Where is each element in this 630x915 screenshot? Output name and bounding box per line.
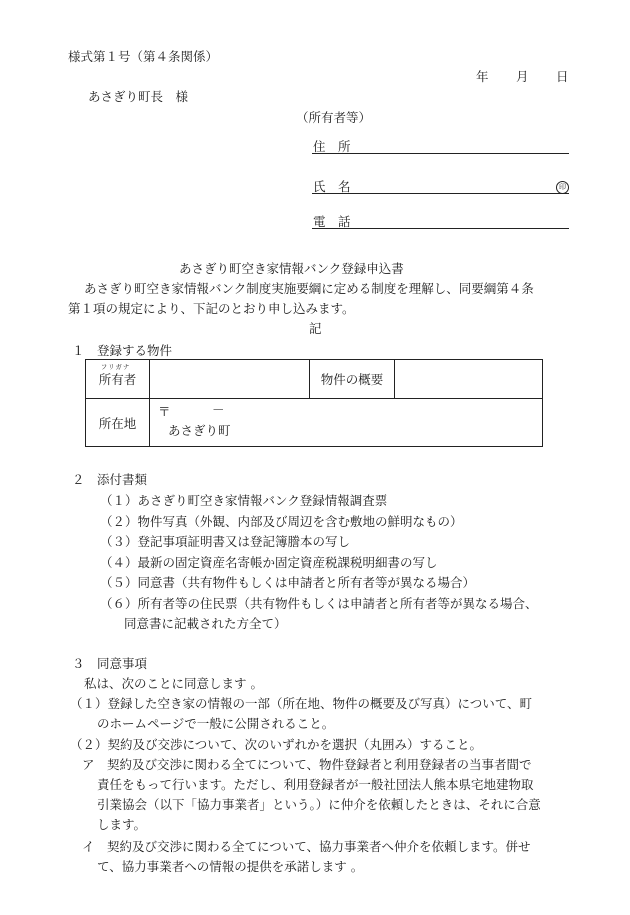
overview-input-cell[interactable] bbox=[395, 360, 543, 399]
name-field-line[interactable] bbox=[312, 193, 569, 194]
addressee: あさぎり町長 様 bbox=[88, 89, 189, 104]
section3-heading: ３ 同意事項 bbox=[72, 656, 148, 671]
location-label-cell: 所在地 bbox=[86, 399, 150, 447]
location-input-cell[interactable] bbox=[150, 399, 543, 447]
phone-label: 電 話 bbox=[313, 214, 351, 229]
owner-input-cell[interactable] bbox=[150, 360, 310, 399]
section2-heading: ２ 添付書類 bbox=[72, 472, 148, 487]
property-table bbox=[85, 359, 543, 447]
town-name: あさぎり町 bbox=[168, 423, 231, 438]
intro-line-2: 第１項の規定により、下記のとおり申し込みます。 bbox=[68, 301, 355, 316]
option-i-line-1: イ 契約及び交渉に関わる全てについて、協力事業者へ仲介を依頼します。併せ bbox=[82, 839, 531, 854]
address-label: 住 所 bbox=[313, 139, 351, 154]
consent-1-line-1: （１）登録した空き家の情報の一部（所在地、物件の概要及び写真）について、町 bbox=[70, 696, 533, 711]
attachment-item-5: （５）同意書（共有物件もしくは申請者と所有者等が異なる場合） bbox=[100, 575, 476, 590]
ki-heading: 記 bbox=[309, 321, 322, 336]
phone-field-line[interactable] bbox=[312, 228, 569, 229]
date-year-label: 年 bbox=[476, 69, 489, 84]
document-title: あさぎり町空き家情報バンク登録申込書 bbox=[179, 261, 404, 276]
owner-label-cell bbox=[86, 360, 150, 399]
attachment-item-6: （６）所有者等の住民票（共有物件もしくは申請者と所有者等が異なる場合、 bbox=[100, 596, 538, 611]
consent-1-line-2: のホームページで一般に公開されること。 bbox=[97, 716, 335, 731]
intro-line-1: あさぎり町空き家情報バンク制度実施要綱に定める制度を理解し、同要綱第４条 bbox=[84, 281, 534, 296]
attachment-item-3: （３）登記事項証明書又は登記簿謄本の写し bbox=[100, 534, 351, 549]
applicant-heading: （所有者等） bbox=[296, 110, 372, 125]
owner-label-text: 所有者 bbox=[98, 372, 137, 387]
date-month-label: 月 bbox=[516, 69, 529, 84]
postal-dash: － bbox=[212, 402, 225, 417]
seal-icon: 印 bbox=[556, 181, 569, 194]
name-label: 氏 名 bbox=[313, 179, 351, 194]
form-number: 様式第１号（第４条関係） bbox=[68, 49, 219, 64]
attachment-item-6-cont: 同意書に記載された方全て） bbox=[124, 616, 287, 631]
option-a-line-1: ア 契約及び交渉に関わる全てについて、物件登録者と利用登録者の当事者間で bbox=[82, 757, 532, 772]
furigana-label: フリガナ bbox=[100, 363, 131, 371]
consent-2: （２）契約及び交渉について、次のいずれかを選択（丸囲み）すること。 bbox=[70, 737, 483, 752]
option-a-line-4: します。 bbox=[97, 817, 147, 832]
section1-heading: １ 登録する物件 bbox=[72, 343, 173, 358]
postal-mark: 〒 bbox=[158, 404, 171, 419]
overview-label-cell: 物件の概要 bbox=[310, 360, 395, 399]
date-day-label: 日 bbox=[556, 69, 569, 84]
address-field-line[interactable] bbox=[312, 153, 569, 154]
option-a-line-3: 引業協会（以下「協力事業者」という。）に仲介を依頼したときは、それに合意 bbox=[97, 797, 541, 812]
option-i-line-2: て、協力事業者への情報の提供を承諾します 。 bbox=[97, 859, 364, 874]
attachment-item-4: （４）最新の固定資産名寄帳か固定資産税課税明細書の写し bbox=[100, 555, 438, 570]
option-a-line-2: 責任をもって行います。ただし、利用登録者が一般社団法人熊本県宅地建物取 bbox=[97, 777, 534, 792]
consent-lead: 私は、次のことに同意します 。 bbox=[84, 676, 263, 691]
seal-mark bbox=[556, 177, 569, 194]
attachment-item-1: （１）あさぎり町空き家情報バンク登録情報調査票 bbox=[100, 493, 388, 508]
attachment-item-2: （２）物件写真（外観、内部及び周辺を含む敷地の鮮明なもの） bbox=[100, 514, 463, 529]
owner-label bbox=[98, 363, 137, 388]
